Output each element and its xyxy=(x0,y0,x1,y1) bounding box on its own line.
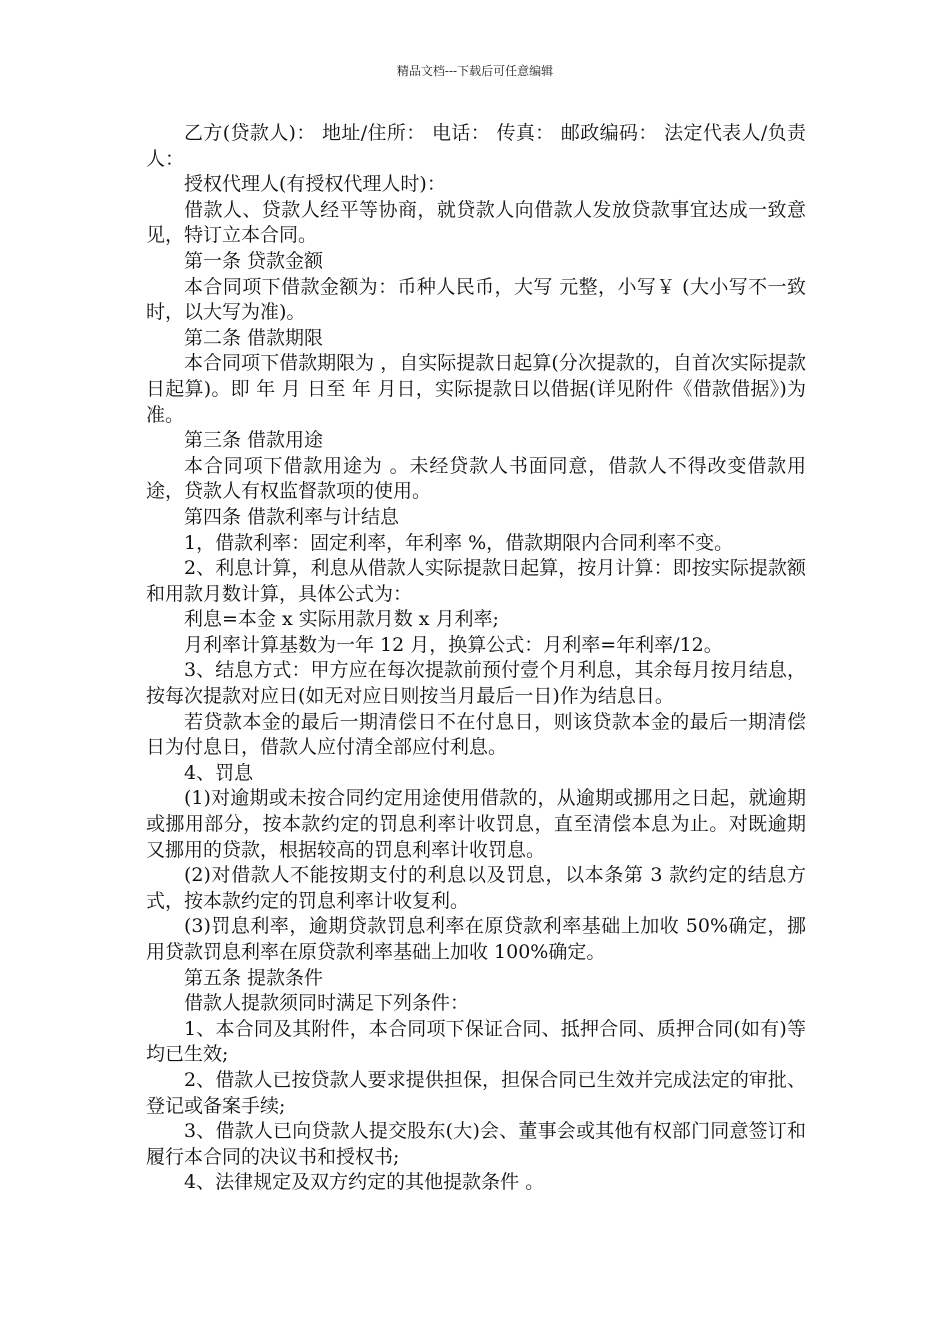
paragraph: 授权代理人(有授权代理人时)： xyxy=(184,173,446,196)
page-header: 精品文档---下载后可任意编辑 xyxy=(396,64,554,78)
article-heading: 第二条 借款期限 xyxy=(184,326,324,349)
paragraph: 借款人、贷款人经平等协商，就贷款人向借款人发放贷款事宜达成一致意见，特订立本合同。 xyxy=(146,198,806,247)
article-heading: 第一条 贷款金额 xyxy=(184,249,324,272)
paragraph: (1)对逾期或未按合同约定用途使用借款的，从逾期或挪用之日起，就逾期或挪用部分，按本款约定的罚息利率计收罚息，直至清偿本息为止。对既逾期又挪用的贷款，根据较高的罚息利率计收罚息。 xyxy=(146,787,806,861)
paragraph: 若贷款本金的最后一期清偿日不在付息日，则该贷款本金的最后一期清偿日为付息日，借款人应付清全部应付利息。 xyxy=(146,710,806,759)
paragraph: 本合同项下借款期限为 ，自实际提款日起算(分次提款的，自首次实际提款日起算)。即 年 月 日至 年 月日，实际提款日以借据(详见附件《借款借据》)为准。 xyxy=(146,352,806,426)
paragraph: (2)对借款人不能按期支付的利息以及罚息，以本条第 3 款约定的结息方式，按本款约定的罚息利率计收复利。 xyxy=(146,864,806,912)
paragraph: 1，借款利率：固定利率，年利率 %，借款期限内合同利率不变。 xyxy=(184,531,734,554)
paragraph: 4、罚息 xyxy=(184,761,254,784)
paragraph: 4、法律规定及双方约定的其他提款条件 。 xyxy=(184,1171,545,1194)
article-heading: 第四条 借款利率与计结息 xyxy=(184,505,400,528)
paragraph: 2、借款人已按贷款人要求提供担保，担保合同已生效并完成法定的审批、登记或备案手续; xyxy=(146,1068,806,1117)
paragraph: 借款人提款须同时满足下列条件： xyxy=(184,992,470,1015)
article-heading: 第五条 提款条件 xyxy=(184,966,324,989)
paragraph: 本合同项下借款用途为 。未经贷款人书面同意，借款人不得改变借款用途，贷款人有权监督款项的使用。 xyxy=(146,454,806,503)
document-body xyxy=(146,121,806,1196)
paragraph: 1、本合同及其附件，本合同项下保证合同、抵押合同、质押合同(如有)等均已生效; xyxy=(146,1017,806,1066)
paragraph: 利息=本金 x 实际用款月数 x 月利率; xyxy=(184,608,499,631)
paragraph: 本合同项下借款金额为：币种人民币，大写 元整，小写￥ (大小写不一致时，以大写为准)。 xyxy=(146,275,806,324)
paragraph: 2、利息计算，利息从借款人实际提款日起算，按月计算：即按实际提款额和用款月数计算，具体公式为： xyxy=(146,557,806,605)
paragraph: 3、借款人已向贷款人提交股东(大)会、董事会或其他有权部门同意签订和履行本合同的决议书和授权书; xyxy=(146,1120,806,1168)
paragraph: 3、结息方式：甲方应在每次提款前预付壹个月利息，其余每月按月结息，按每次提款对应日(如无对应日则按当月最后一日)作为结息日。 xyxy=(146,659,806,708)
article-heading: 第三条 借款用途 xyxy=(184,429,324,452)
paragraph: 月利率计算基数为一年 12 月，换算公式：月利率=年利率/12。 xyxy=(184,633,723,656)
paragraph: (3)罚息利率，逾期贷款罚息利率在原贷款利率基础上加收 50%确定，挪用贷款罚息利率在原贷款利率基础上加收 100%确定。 xyxy=(146,915,806,963)
paragraph: 乙方(贷款人)： 地址/住所： 电话： 传真： 邮政编码： 法定代表人/负责人： xyxy=(146,122,806,170)
